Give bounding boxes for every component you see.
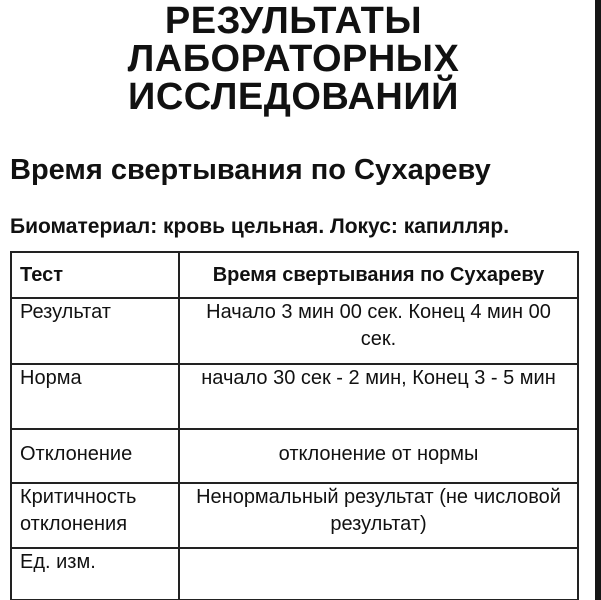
test-name-heading: Время свертывания по Сухареву xyxy=(10,154,491,186)
header-test-name: Время свертывания по Сухареву xyxy=(179,252,578,298)
table-row xyxy=(11,298,578,364)
right-edge-bar xyxy=(595,0,601,600)
table-row xyxy=(11,429,578,483)
title-line-1: РЕЗУЛЬТАТЫ xyxy=(164,0,423,42)
row-value-norm: начало 30 сек - 2 мин, Конец 3 - 5 мин xyxy=(179,364,578,429)
row-label-criticality: Критичность отклонения xyxy=(11,483,179,548)
header-test: Тест xyxy=(11,252,179,298)
table-row xyxy=(11,548,578,600)
row-label-result: Результат xyxy=(11,298,179,364)
row-value-result: Начало 3 мин 00 сек. Конец 4 мин 00 сек. xyxy=(179,298,578,364)
page-title xyxy=(0,0,587,116)
row-label-norm: Норма xyxy=(11,364,179,429)
row-label-units: Ед. изм. xyxy=(11,548,179,600)
row-value-deviation: отклонение от нормы xyxy=(179,429,578,483)
title-line-2: ЛАБОРАТОРНЫХ xyxy=(127,38,460,80)
table-header-row xyxy=(11,252,578,298)
row-value-criticality: Ненормальный результат (не числовой результат) xyxy=(179,483,578,548)
table-row xyxy=(11,483,578,548)
biomaterial-line: Биоматериал: кровь цельная. Локус: капилляр. xyxy=(10,215,510,238)
table-row xyxy=(11,364,578,429)
results-table xyxy=(10,251,579,600)
title-line-3: ИССЛЕДОВАНИЙ xyxy=(128,76,459,118)
row-label-deviation: Отклонение xyxy=(11,429,179,483)
row-value-units xyxy=(179,548,578,600)
